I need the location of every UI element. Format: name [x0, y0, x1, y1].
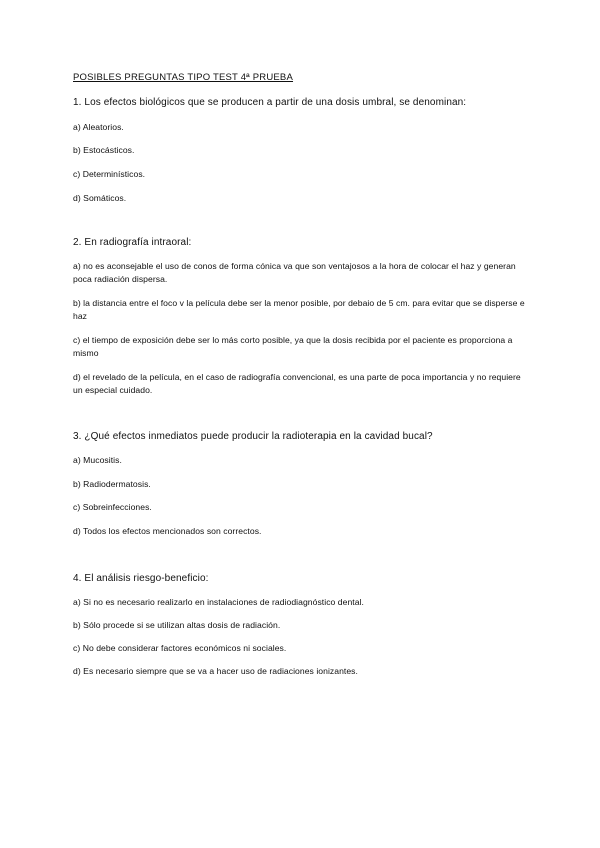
- question-3: 3. ¿Qué efectos inmediatos puede producir la radioterapia en la cavidad bucal?: [73, 431, 433, 442]
- q2-option-d: d) el revelado de la película, en el caso de radiografía convencional, es una parte de poca importancia y no requiere un especial cuidado.: [73, 372, 521, 395]
- q3-option-c: c) Sobreinfecciones.: [73, 502, 152, 512]
- q4-option-d: d) Es necesario siempre que se va a hacer uso de radiaciones ionizantes.: [73, 666, 358, 676]
- q3-option-b: b) Radiodermatosis.: [73, 479, 151, 489]
- question-2: 2. En radiografía intraoral:: [73, 237, 192, 248]
- q2-option-b: b) la distancia entre el foco v la película debe ser la menor posible, por debaio de 5 cm. para evitar que se disperse e haz: [73, 298, 525, 321]
- q2-option-a: a) no es aconsejable el uso de conos de forma cónica va que son ventajosos a la hora de colocar el haz y generan poca radiación dispersa.: [73, 261, 516, 284]
- q4-option-c: c) No debe considerar factores económicos ni sociales.: [73, 643, 287, 653]
- question-1: 1. Los efectos biológicos que se producen a partir de una dosis umbral, se denominan:: [73, 97, 467, 108]
- q3-option-d: d) Todos los efectos mencionados son correctos.: [73, 526, 262, 536]
- q2-option-c: c) el tiempo de exposición debe ser lo más corto posible, ya que la dosis recibida por el paciente es proporciona a mismo: [73, 335, 513, 358]
- q4-option-b: b) Sólo procede si se utilizan altas dosis de radiación.: [73, 620, 281, 630]
- q1-option-a: a) Aleatorios.: [73, 122, 124, 132]
- q1-option-c: c) Determinísticos.: [73, 169, 146, 179]
- q1-option-d: d) Somáticos.: [73, 193, 127, 203]
- document-title: POSIBLES PREGUNTAS TIPO TEST 4ª PRUEBA: [73, 72, 294, 83]
- q4-option-a: a) Si no es necesario realizarlo en instalaciones de radiodiagnóstico dental.: [73, 597, 364, 607]
- q3-option-a: a) Mucositis.: [73, 455, 122, 465]
- question-4: 4. El análisis riesgo-beneficio:: [73, 573, 209, 584]
- q1-option-b: b) Estocásticos.: [73, 145, 135, 155]
